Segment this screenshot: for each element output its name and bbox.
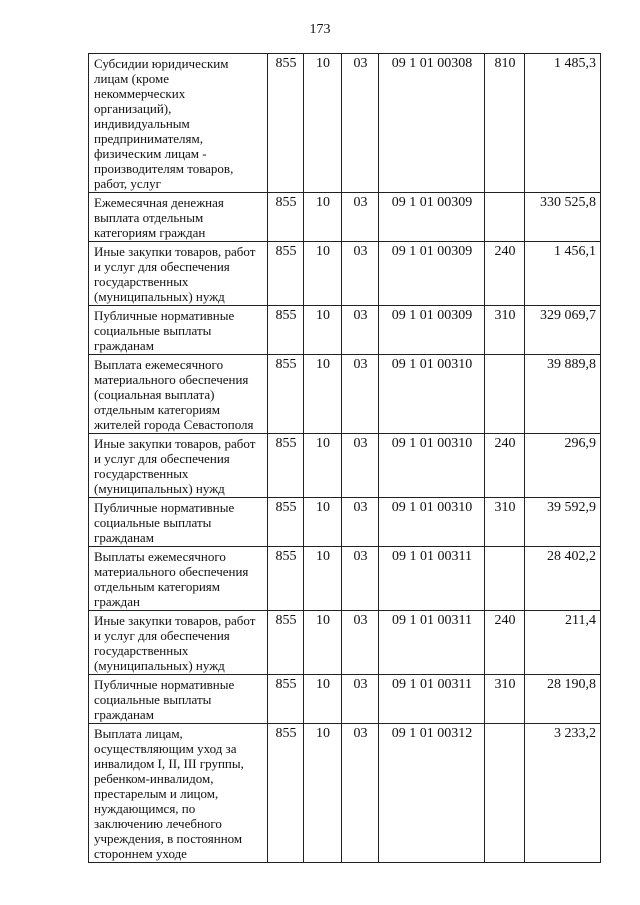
expense-type-cell: 240 (485, 611, 525, 675)
amount-cell: 28 402,2 (525, 547, 601, 611)
target-article-cell: 09 1 01 00312 (379, 724, 485, 863)
expense-type-cell: 310 (485, 675, 525, 724)
budget-table (88, 53, 601, 863)
gr-code-cell: 855 (268, 193, 304, 242)
expense-name-cell: Иные закупки товаров, работ и услуг для обеспечения государственных (муниципальных) нужд (89, 434, 268, 498)
amount-cell: 1 456,1 (525, 242, 601, 306)
subsection-code-cell: 03 (342, 434, 379, 498)
subsection-code-cell: 03 (342, 355, 379, 434)
expense-type-cell: 810 (485, 54, 525, 193)
table-row (89, 54, 601, 193)
expense-name-cell: Выплата ежемесячного материального обеспечения (социальная выплата) отдельным категориям жителей города Севастополя (89, 355, 268, 434)
expense-type-cell: 240 (485, 242, 525, 306)
expense-name-cell: Публичные нормативные социальные выплаты гражданам (89, 498, 268, 547)
expense-name-cell: Публичные нормативные социальные выплаты гражданам (89, 675, 268, 724)
table-row (89, 675, 601, 724)
expense-type-cell (485, 547, 525, 611)
section-code-cell: 10 (304, 611, 342, 675)
amount-cell: 211,4 (525, 611, 601, 675)
expense-name-cell: Иные закупки товаров, работ и услуг для обеспечения государственных (муниципальных) нужд (89, 611, 268, 675)
target-article-cell: 09 1 01 00309 (379, 306, 485, 355)
expense-name-cell: Выплата лицам, осуществляющим уход за инвалидом I, II, III группы, ребенком-инвалидом, престарелым и лицом, нуждающимся, по заключению лечебного учреждения, в постоянном стороннем уходе (89, 724, 268, 863)
section-code-cell: 10 (304, 54, 342, 193)
expense-type-cell: 240 (485, 434, 525, 498)
subsection-code-cell: 03 (342, 547, 379, 611)
amount-cell: 3 233,2 (525, 724, 601, 863)
target-article-cell: 09 1 01 00309 (379, 242, 485, 306)
subsection-code-cell: 03 (342, 611, 379, 675)
subsection-code-cell: 03 (342, 675, 379, 724)
subsection-code-cell: 03 (342, 193, 379, 242)
target-article-cell: 09 1 01 00311 (379, 675, 485, 724)
amount-cell: 1 485,3 (525, 54, 601, 193)
subsection-code-cell: 03 (342, 242, 379, 306)
table-body (89, 54, 601, 863)
gr-code-cell: 855 (268, 242, 304, 306)
table-row (89, 242, 601, 306)
section-code-cell: 10 (304, 242, 342, 306)
table-row (89, 611, 601, 675)
expense-type-cell: 310 (485, 498, 525, 547)
expense-name-cell: Иные закупки товаров, работ и услуг для обеспечения государственных (муниципальных) нужд (89, 242, 268, 306)
gr-code-cell: 855 (268, 306, 304, 355)
target-article-cell: 09 1 01 00309 (379, 193, 485, 242)
gr-code-cell: 855 (268, 611, 304, 675)
page-number: 173 (309, 22, 331, 37)
gr-code-cell: 855 (268, 434, 304, 498)
gr-code-cell: 855 (268, 724, 304, 863)
section-code-cell: 10 (304, 193, 342, 242)
section-code-cell: 10 (304, 547, 342, 611)
expense-name-cell: Публичные нормативные социальные выплаты гражданам (89, 306, 268, 355)
section-code-cell: 10 (304, 306, 342, 355)
target-article-cell: 09 1 01 00310 (379, 434, 485, 498)
table-row (89, 306, 601, 355)
amount-cell: 28 190,8 (525, 675, 601, 724)
expense-type-cell: 310 (485, 306, 525, 355)
amount-cell: 330 525,8 (525, 193, 601, 242)
table-row (89, 434, 601, 498)
expense-type-cell (485, 355, 525, 434)
gr-code-cell: 855 (268, 498, 304, 547)
amount-cell: 39 889,8 (525, 355, 601, 434)
expense-type-cell (485, 193, 525, 242)
target-article-cell: 09 1 01 00308 (379, 54, 485, 193)
target-article-cell: 09 1 01 00310 (379, 498, 485, 547)
expense-name-cell: Выплаты ежемесячного материального обеспечения отдельным категориям граждан (89, 547, 268, 611)
gr-code-cell: 855 (268, 547, 304, 611)
subsection-code-cell: 03 (342, 498, 379, 547)
expense-name-cell: Субсидии юридическим лицам (кроме некоммерческих организаций), индивидуальным предпринимателям, физическим лицам - производителям товаров, работ, услуг (89, 54, 268, 193)
amount-cell: 39 592,9 (525, 498, 601, 547)
section-code-cell: 10 (304, 498, 342, 547)
section-code-cell: 10 (304, 355, 342, 434)
target-article-cell: 09 1 01 00311 (379, 547, 485, 611)
target-article-cell: 09 1 01 00311 (379, 611, 485, 675)
table-row (89, 498, 601, 547)
expense-name-cell: Ежемесячная денежная выплата отдельным категориям граждан (89, 193, 268, 242)
target-article-cell: 09 1 01 00310 (379, 355, 485, 434)
expense-type-cell (485, 724, 525, 863)
subsection-code-cell: 03 (342, 724, 379, 863)
section-code-cell: 10 (304, 434, 342, 498)
section-code-cell: 10 (304, 724, 342, 863)
table-row (89, 724, 601, 863)
table-row (89, 355, 601, 434)
amount-cell: 329 069,7 (525, 306, 601, 355)
gr-code-cell: 855 (268, 54, 304, 193)
gr-code-cell: 855 (268, 675, 304, 724)
subsection-code-cell: 03 (342, 306, 379, 355)
amount-cell: 296,9 (525, 434, 601, 498)
section-code-cell: 10 (304, 675, 342, 724)
subsection-code-cell: 03 (342, 54, 379, 193)
gr-code-cell: 855 (268, 355, 304, 434)
table-row (89, 193, 601, 242)
table-row (89, 547, 601, 611)
